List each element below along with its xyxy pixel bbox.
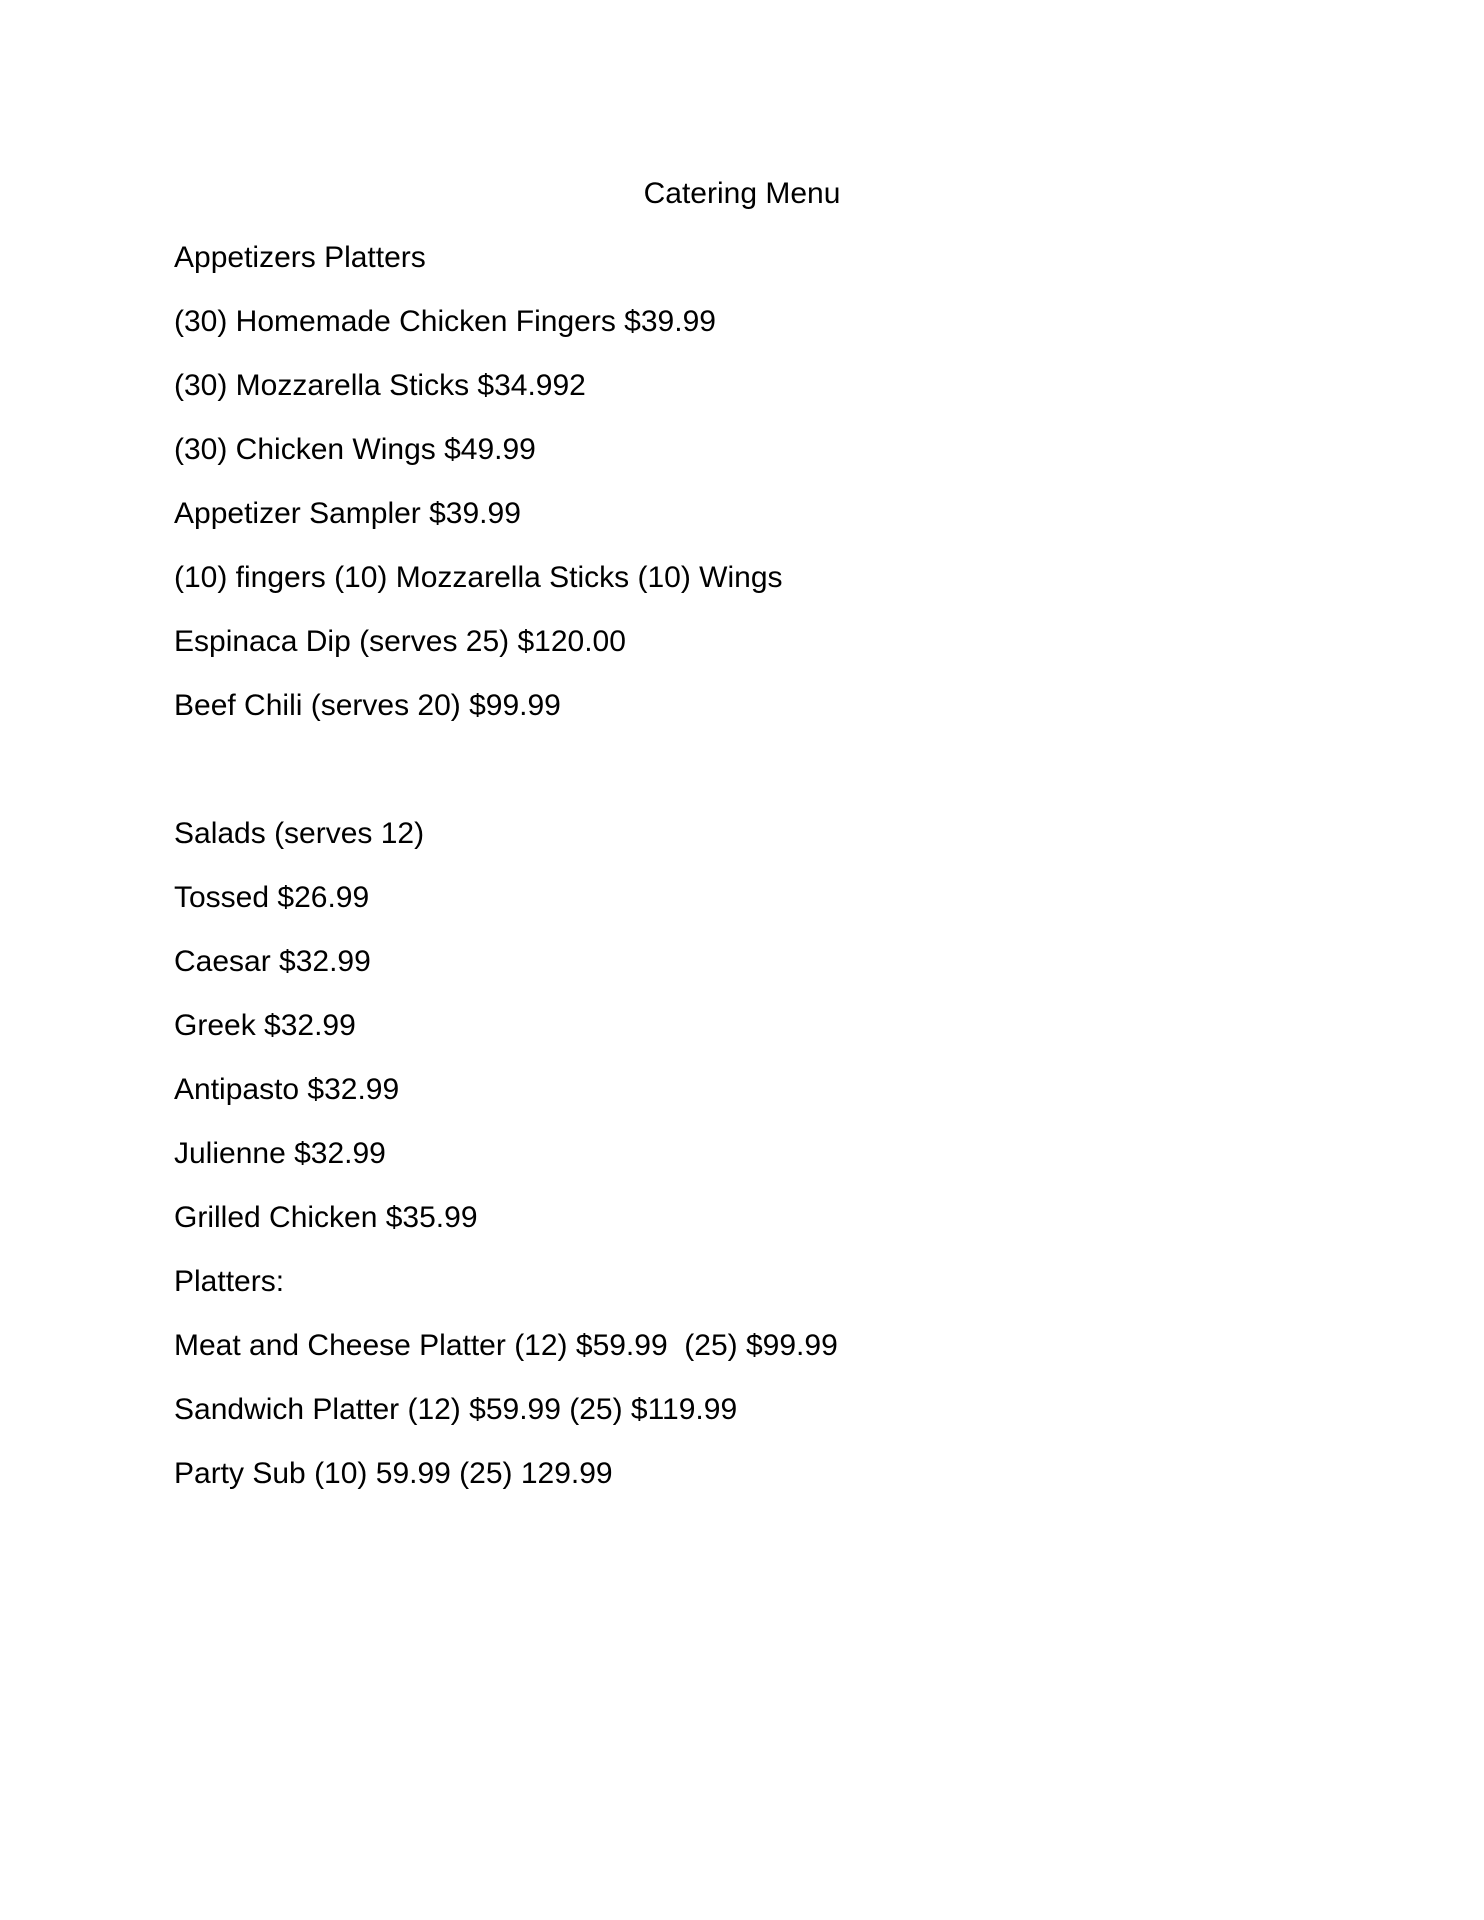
menu-item: (10) fingers (10) Mozzarella Sticks (10) Wings (174, 561, 783, 594)
menu-item: Greek $32.99 (174, 1009, 356, 1042)
menu-item: Espinaca Dip (serves 25) $120.00 (174, 625, 626, 658)
menu-item: Sandwich Platter (12) $59.99 (25) $119.99 (174, 1393, 738, 1426)
salads-heading: Salads (serves 12) (174, 817, 425, 850)
appetizers-heading: Appetizers Platters (174, 241, 426, 274)
menu-item: (30) Homemade Chicken Fingers $39.99 (174, 305, 716, 338)
page-title: Catering Menu (643, 177, 841, 210)
menu-item: (30) Mozzarella Sticks $34.992 (174, 369, 586, 402)
menu-item: Meat and Cheese Platter (12) $59.99 (25) $99.99 (174, 1329, 838, 1362)
menu-item: (30) Chicken Wings $49.99 (174, 433, 536, 466)
menu-item: Beef Chili (serves 20) $99.99 (174, 689, 561, 722)
platters-heading: Platters: (174, 1265, 285, 1298)
menu-item: Antipasto $32.99 (174, 1073, 400, 1106)
menu-item: Julienne $32.99 (174, 1137, 386, 1170)
menu-item: Appetizer Sampler $39.99 (174, 497, 521, 530)
menu-item: Caesar $32.99 (174, 945, 371, 978)
menu-item: Party Sub (10) 59.99 (25) 129.99 (174, 1457, 613, 1490)
menu-item: Grilled Chicken $35.99 (174, 1201, 478, 1234)
menu-item: Tossed $26.99 (174, 881, 370, 914)
